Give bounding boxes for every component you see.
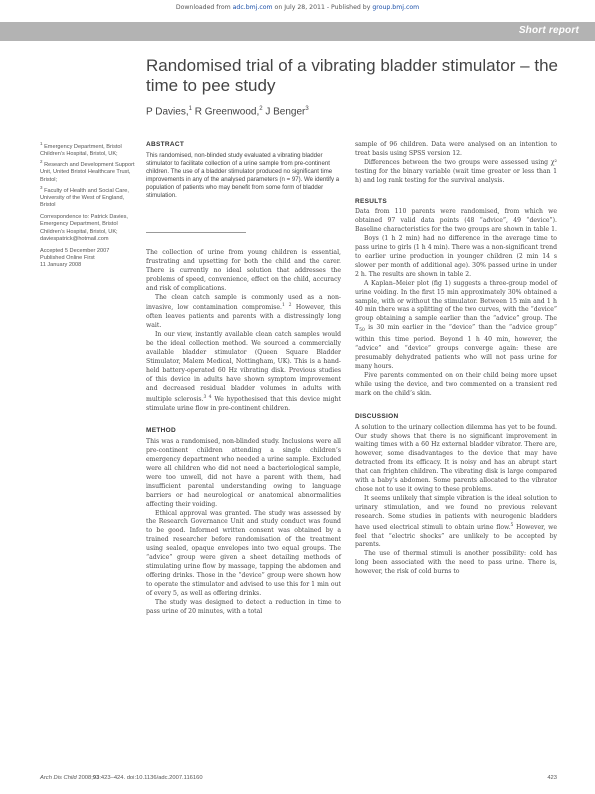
correspondence: Correspondence to: Patrick Davies, Emergency Department, Bristol Children’s Hospital, Bristol, UK; daviespatrick@hotmail.com (40, 214, 128, 242)
journal-site-link[interactable]: adc.bmj.com (232, 4, 273, 11)
article-sidebar (40, 140, 138, 275)
paragraph: The collection of urine from young children is essential, frustrating and upsetting for both the child and the carer. There is currently no ideal solution that addresses the problems of speed, convenience, effect on the child, accuracy and risk of complications. (146, 249, 341, 292)
citation: 3 4 (203, 394, 212, 400)
affil-sup: 3 (40, 184, 43, 190)
text: However, we feel that “electric shocks” are unlikely to be accepted by parents. (355, 523, 557, 549)
paragraph: Five parents commented on on their child being more upset while using the device, and two commented on a transient red mark on the child’s skin. (355, 371, 557, 397)
section-banner (0, 22, 595, 41)
citation: 5 (510, 522, 514, 528)
author-name: J Benger (262, 106, 306, 118)
affil-text: Faculty of Health and Social Care, University of the West of England, Bristol (40, 187, 129, 208)
accepted-date: Accepted 5 December 2007 (40, 248, 110, 255)
text: It seems unlikely that simple vibration is the ideal solution to urinary stimulation, and we found no previous relevant research. Some studies in patients with neurogenic bladders have used electrical stimuli to obtain urine flow. (355, 494, 557, 531)
text: is 30 min earlier in the “device” than the “advice group” within this time period. Beyond 1 h 40 min, however, the “advice” and “device” groups converge again: these are presumably dehydrated patients who will not pass urine for many hours. (355, 324, 557, 371)
download-notice (0, 4, 595, 11)
cite-pages-doi: :423–424. doi:10.1136/adc.2007.116160 (99, 775, 203, 781)
paragraph: sample of 96 children. Data were analysed on an intention to treat basis using SPSS version 12. (355, 141, 557, 157)
abstract-divider (146, 232, 246, 233)
method-heading: METHOD (146, 427, 176, 435)
published-label: Published Online First (40, 255, 95, 262)
affil-sup: 2 (40, 159, 43, 165)
body-left-column (146, 249, 341, 616)
text: In our view, instantly available clean catch samples would be the ideal collection method. We sourced a commercially available bladder stimulator (Queen Square Bladder Stimulator, Malem Medical, Nottingham, UK). This is a hand-held battery-operated 60 Hz vibrating disk. Previous studies of this device in adults have shown symptom improvement and decreased residual bladder volumes in adults with multiple sclerosis. (146, 331, 341, 403)
author-name: R Greenwood, (191, 106, 260, 118)
citation: 1 2 (281, 303, 292, 309)
paragraph: Differences between the two groups were assessed using χ² testing for the binary variable (wait time greater or less than 1 h) and log rank testing for the survival analysis. (355, 158, 557, 184)
author-affil-sup: 1 (188, 106, 192, 112)
paragraph: This was a randomised, non-blinded study. Inclusions were all pre-continent children attending a single children’s emergency department who needed a urine sample. Excluded were all children who did not need a bacteriological sample, were too unwell, did not have a parent with them, had insufficient parental understanding owing to language barriers or had neurological or anatomical abnormalities affecting their voiding. (146, 438, 341, 508)
author-affil-sup: 2 (259, 106, 263, 112)
text: We hypothesised that this device might stimulate urine flow in pre-continent children. (146, 395, 341, 412)
text: The clean catch sample is commonly used as a non-invasive, low contamination compromise. (146, 293, 341, 312)
subscript: 50 (359, 328, 365, 334)
abstract-heading: ABSTRACT (146, 141, 185, 148)
affil-sup: 1 (40, 141, 43, 146)
paragraph: A solution to the urinary collection dilemma has yet to be found. Our study shows that there is no significant improvement in waiting times with a 60 Hz external bladder vibrator. There are, however, some disadvantages to the device that may have detracted from its efficacy. It is noisy and has an abrupt start that can frighten children. The vibrating disk is large compared with a baby’s abdomen. Some parents allocated to the vibrator chose not to use it owing to these problems. (355, 423, 557, 493)
text: A Kaplan–Meier plot (fig 1) suggests a three-group model of urine voiding. In the first 15 min approximately 30% obtained a sample, with or without the stimulator. Between 15 min and 1 h 40 min there was a splitting of the two curves, with the “device” group obtaining a sample earlier than the “advice” group. The T (355, 279, 557, 332)
paragraph (355, 495, 557, 550)
affil-text: Research and Development Support Unit, United Bristol Healthcare Trust, Bristol; (40, 162, 135, 183)
group-site-link[interactable]: group.bmj.com (372, 4, 420, 11)
page-footer (40, 775, 557, 781)
paragraph: The study was designed to detect a reduction in time to pass urine of 20 minutes, with a total (146, 598, 341, 615)
published-date: 11 January 2008 (40, 262, 82, 269)
abstract (146, 141, 342, 200)
paragraph (146, 294, 341, 332)
body-right-column (355, 141, 557, 577)
affil-text: Emergency Department, Bristol Children’s Hospital, Bristol, UK; (40, 143, 122, 158)
section-label: Short report (518, 25, 579, 36)
cite-year: 2008; (76, 775, 93, 781)
author-name: P Davies, (146, 106, 189, 118)
download-middle: on July 28, 2011 - Published by (272, 4, 373, 11)
text: However, this often leaves patients and parents with a distressingly long wait. (146, 304, 341, 330)
affiliation-1 (40, 140, 138, 209)
author-affil-sup: 3 (305, 106, 309, 112)
results-heading: RESULTS (355, 197, 387, 205)
download-prefix: Downloaded from (175, 4, 233, 11)
paragraph: Ethical approval was granted. The study was assessed by the Research Governance Unit and study conduct was found to be good. Informed written consent was obtained by a trained researcher before randomisation of the treatment using sealed, opaque envelopes into two equal groups. The “advice” group were given a sheet detailing methods of stimulating urine flow by massage, tapping the abdomen and offering drinks. Those in the “device” group were shown how to operate the stimulator and advised to use this for 1 min out of every 5, as well as offering drinks. (146, 509, 341, 597)
paragraph (355, 280, 557, 372)
paragraph: The use of thermal stimuli is another possibility: cold has long been associated with the need to pass urine. There is, however, the risk of cold burns to (355, 550, 557, 576)
article-title: Randomised trial of a vibrating bladder stimulator – the time to pee study (146, 56, 558, 95)
paragraph (146, 331, 341, 413)
author-list (146, 106, 309, 117)
paragraph: Boys (1 h 2 min) had no difference in the average time to pass urine to girls (1 h 4 min). There was a non-significant trend to earlier urine production in younger children (2 min 14 s slower per month of additional age). 30% passed urine in under 2 h. The results are shown in table 2. (355, 235, 557, 278)
discussion-heading: DISCUSSION (355, 412, 399, 420)
cite-volume: 93 (92, 775, 100, 781)
dates (40, 248, 138, 270)
abstract-text: This randomised, non-blinded study evaluated a vibrating bladder stimulator to facilitate collection of a urine sample from pre-continent children. The use of a bladder stimulator produced no significant time improvements in any of the analysed parameters (n = 97). We identify a population of patients who may benefit from some form of bladder stimulation. (146, 152, 340, 199)
page-number: 423 (547, 775, 557, 781)
paragraph: Data from 110 parents were randomised, from which we obtained 97 valid data points (48 “advice”, 49 “device”). Baseline characteristics for the two groups are shown in table 1. (355, 208, 557, 234)
journal-name: Arch Dis Child (40, 775, 77, 781)
